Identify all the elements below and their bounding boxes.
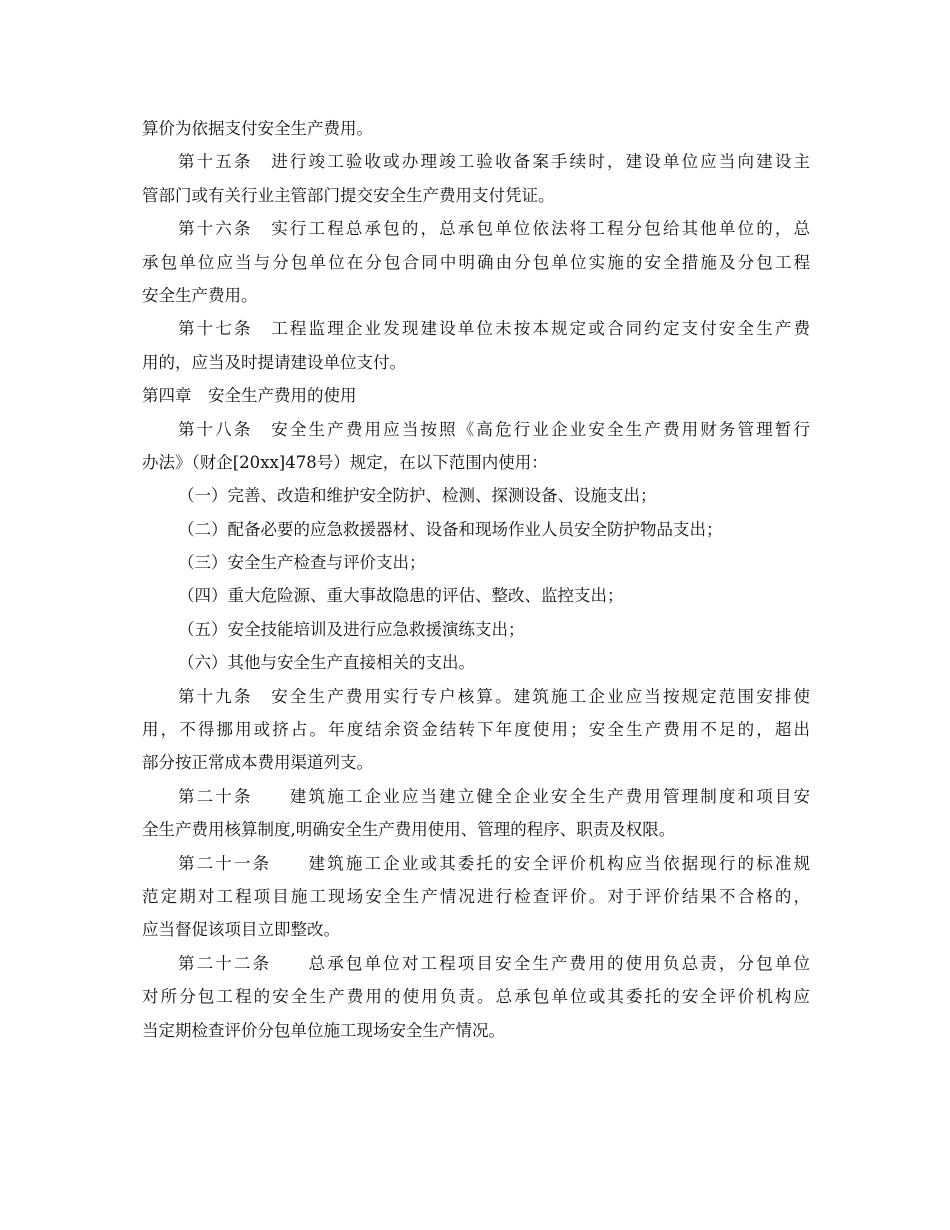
text-line: 当定期检查评价分包单位施工现场安全生产情况。 (142, 1020, 505, 1040)
text-line: 用，不得挪用或挤占。年度结余资金结转下年度使用；安全生产费用不足的，超出 (142, 720, 810, 740)
text-line: （四）重大危险源、重大事故隐患的评估、整改、监控支出； (178, 586, 624, 606)
text-line: 第十六条 实行工程总承包的，总承包单位依法将工程分包给其他单位的，总 (178, 219, 810, 239)
text-line: 第十五条 进行竣工验收或办理竣工验收备案手续时，建设单位应当向建设主 (178, 152, 810, 172)
text-line: 第二十二条 总承包单位对工程项目安全生产费用的使用负总责，分包单位 (178, 953, 810, 973)
text-line: 安全生产费用。 (142, 285, 258, 305)
text-line: （一）完善、改造和维护安全防护、检测、探测设备、设施支出； (178, 486, 657, 506)
text-line: 范定期对工程项目施工现场安全生产情况进行检查评价。对于评价结果不合格的， (142, 886, 810, 906)
text-line: 全生产费用核算制度,明确安全生产费用使用、管理的程序、职责及权限。 (142, 820, 676, 840)
text-line: 管部门或有关行业主管部门提交安全生产费用支付凭证。 (142, 185, 555, 205)
document-page (142, 112, 810, 1047)
text-line: 第二十一条 建筑施工企业或其委托的安全评价机构应当依据现行的标准规 (178, 853, 810, 873)
text-line: 部分按正常成本费用渠道列支。 (142, 753, 373, 773)
text-line: 第二十条 建筑施工企业应当建立健全企业安全生产费用管理制度和项目安 (178, 786, 810, 806)
text-line: 承包单位应当与分包单位在分包合同中明确由分包单位实施的安全措施及分包工程 (142, 252, 810, 272)
text-line: 第十九条 安全生产费用实行专户核算。建筑施工企业应当按规定范围安排使 (178, 686, 810, 706)
text-line: 算价为依据支付安全生产费用。 (142, 119, 373, 138)
text-line: 应当督促该项目立即整改。 (142, 920, 340, 940)
text-line: 对所分包工程的安全生产费用的使用负责。总承包单位或其委托的安全评价机构应 (142, 987, 810, 1007)
text-line: 用的，应当及时提请建设单位支付。 (142, 352, 406, 372)
text-line: （六）其他与安全生产直接相关的支出。 (178, 653, 475, 673)
text-line: 第十八条 安全生产费用应当按照《高危行业企业安全生产费用财务管理暂行 (178, 419, 810, 439)
text-line: 办法》（财企[20xx]478号）规定，在以下范围内使用： (142, 452, 548, 472)
text-line: （二）配备必要的应急救援器材、设备和现场作业人员安全防护物品支出； (178, 519, 723, 539)
text-line: 第四章 安全生产费用的使用 (142, 386, 357, 406)
text-line: （五）安全技能培训及进行应急救援演练支出； (178, 619, 525, 639)
text-line: 第十七条 工程监理企业发现建设单位未按本规定或合同约定支付安全生产费 (178, 319, 810, 339)
text-line: （三）安全生产检查与评价支出； (178, 553, 426, 573)
